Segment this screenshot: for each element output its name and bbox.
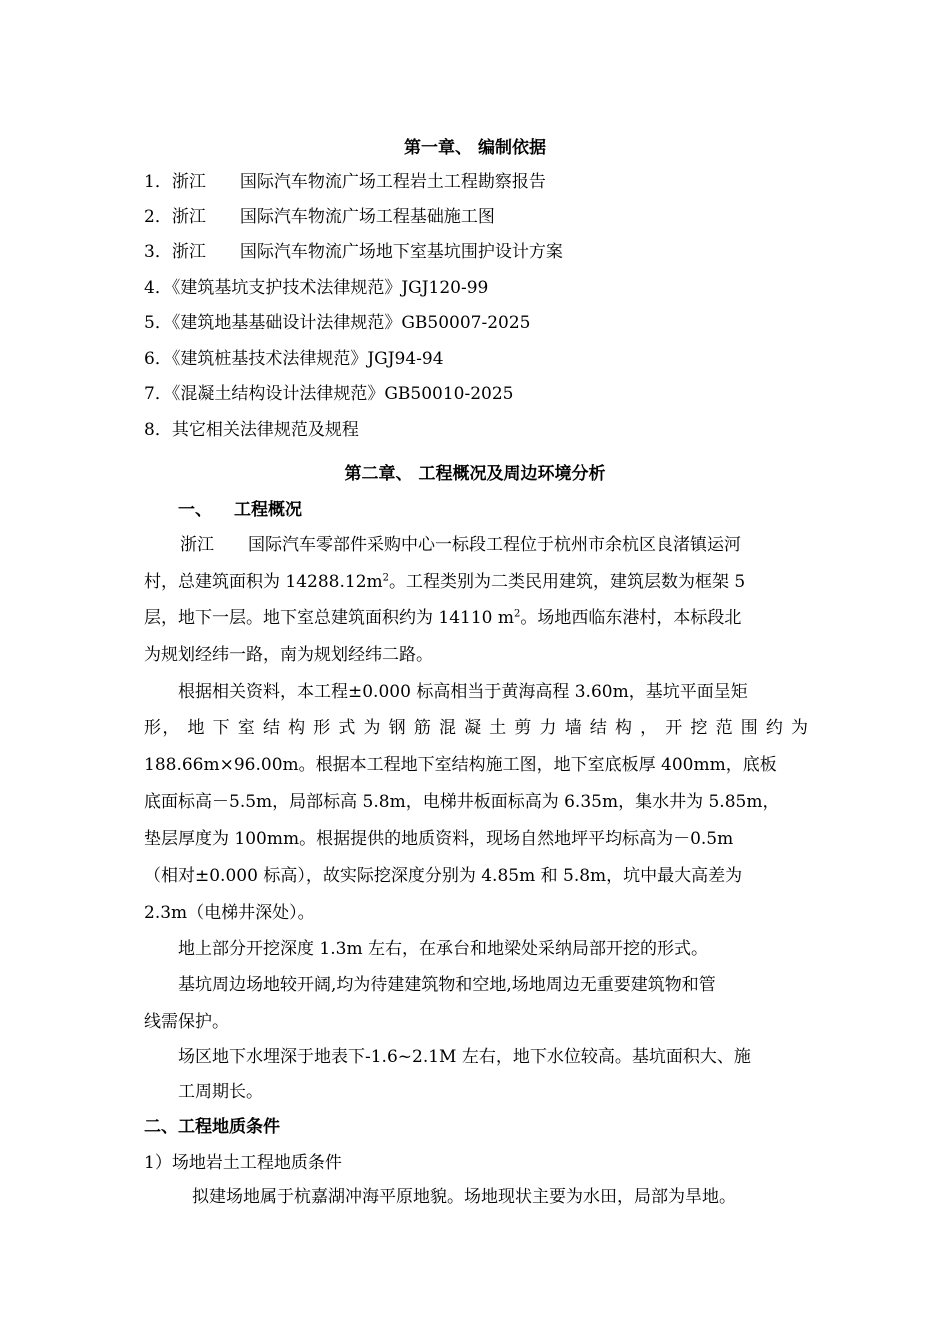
list-item (144, 205, 808, 229)
section-heading: 二、工程地质条件 (144, 1117, 280, 1137)
list-item (144, 347, 808, 371)
section-heading (178, 498, 842, 522)
paragraph-line: 地上部分开挖深度 1.3m 左右，在承台和地梁处采纳局部开挖的形式。 (178, 939, 708, 959)
item-number: 7． (144, 384, 172, 404)
item-number: 8． (144, 420, 172, 440)
paragraph-line: 村，总建筑面积为 $14288.12m^2$。工程类别为二类民用建筑，建筑层数为框架 5 (144, 572, 746, 592)
item-text: 其它相关法律规范及规程 (171, 420, 359, 440)
item-text: 《建筑基坑支护技术法律规范》JGJ120-99 (171, 278, 489, 298)
paragraph-line: 底面标高－5.5m，局部标高 5.8m，电梯井板面标高为 6.35m，集水井为 5.85m， (144, 792, 780, 812)
paragraph-line: 基坑周边场地较开阔,均为待建建筑物和空地,场地周边无重要建筑物和管 (178, 975, 716, 995)
item-text: 国际汽车物流广场工程岩土工程勘察报告 (239, 172, 546, 192)
paragraph-line: （相对±0.000 标高），故实际挖深度分别为 4.85m 和 5.8m，坑中最大高差为 (144, 866, 743, 886)
item-number: 5． (144, 313, 172, 333)
item-prefix: 浙江 (171, 207, 206, 227)
paragraph-line: 188.66m×96.00m。根据本工程地下室结构施工图，地下室底板厚 400mm，底板 (144, 755, 777, 775)
item-number: 1． (144, 172, 172, 192)
item-number: 4． (144, 278, 172, 298)
item-text: 国际汽车物流广场地下室基坑围护设计方案 (239, 242, 563, 262)
item-text: 《建筑桩基技术法律规范》JGJ94-94 (171, 349, 444, 369)
paragraph-line: 形， 地 下 室 结 构 形 式 为 钢 筋 混 凝 土 剪 力 墙 结 构 ， 开 挖 范 围 约 为 (144, 718, 809, 738)
paragraph-line: 浙江 国际汽车零部件采购中心一标段工程位于杭州市余杭区良渚镇运河 (180, 535, 741, 555)
chapter2-title: 第二章、 工程概况及周边环境分析 (344, 464, 606, 484)
item-text: 《建筑地基基础设计法律规范》GB50007-2025 (171, 313, 531, 333)
list-item (144, 311, 808, 335)
list-item (144, 170, 808, 194)
list-item (144, 276, 808, 300)
paragraph-line: 垫层厚度为 100mm。根据提供的地质资料，现场自然地坪平均标高为－0.5m (144, 829, 734, 849)
paragraph-line: 工周期长。 (178, 1082, 263, 1102)
list-item (144, 382, 808, 406)
item-number: 2． (144, 207, 172, 227)
paragraph-line: 2.3m（电梯井深处）。 (144, 903, 315, 923)
chapter1-title: 第一章、 编制依据 (404, 138, 546, 158)
paragraph-line: 场区地下水埋深于地表下-1.6~2.1M 左右，地下水位较高。基坑面积大、施 (178, 1047, 751, 1067)
item-number: 3． (144, 242, 172, 262)
section-number: 一、 (178, 500, 212, 520)
item-text: 《混凝土结构设计法律规范》GB50010-2025 (171, 384, 514, 404)
paragraph-line: 拟建场地属于杭嘉湖冲海平原地貌。场地现状主要为水田，局部为旱地。 (192, 1187, 736, 1207)
item-prefix: 浙江 (171, 242, 206, 262)
paragraph-line: 层，地下一层。地下室总建筑面积约为 14110 $m^2$。场地西临东港村，本标段北 (144, 608, 742, 628)
list-item (144, 418, 808, 442)
item-prefix: 浙江 (171, 172, 206, 192)
subsection-heading: 1）场地岩土工程地质条件 (144, 1153, 342, 1173)
paragraph-line: 为规划经纬一路，南为规划经纬二路。 (144, 645, 433, 665)
item-number: 6． (144, 349, 172, 369)
item-text: 国际汽车物流广场工程基础施工图 (239, 207, 495, 227)
list-item (144, 240, 808, 264)
paragraph-line: 线需保护。 (144, 1012, 229, 1032)
paragraph-line: 根据相关资料，本工程±0.000 标高相当于黄海高程 3.60m，基坑平面呈矩 (178, 682, 748, 702)
section-title: 工程概况 (234, 500, 302, 520)
